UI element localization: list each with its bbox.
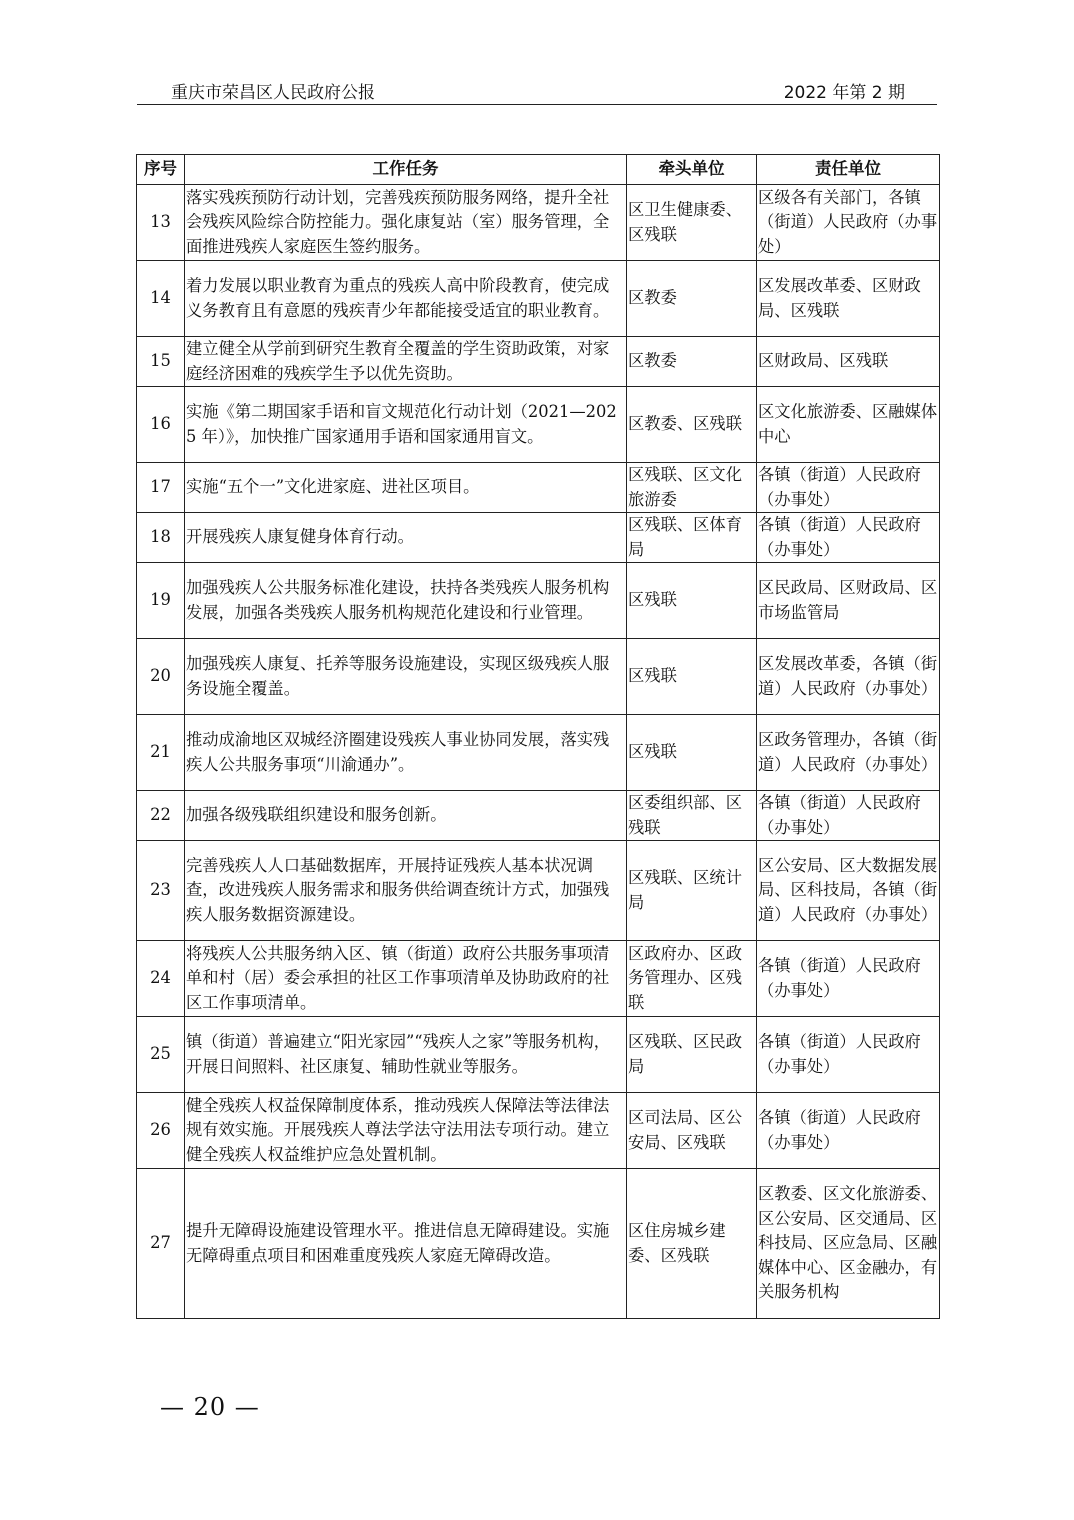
table-body xyxy=(137,185,940,1319)
row-task: 健全残疾人权益保障制度体系，推动残疾人保障法等法律法规有效实施。开展残疾人尊法学法守法用法专项行动。建立健全残疾人权益维护应急处置机制。 xyxy=(185,1093,627,1169)
table-row xyxy=(137,941,940,1017)
row-seq: 13 xyxy=(137,185,185,261)
row-resp: 各镇（街道）人民政府（办事处） xyxy=(757,463,940,513)
table-row xyxy=(137,337,940,387)
column-header-task: 工作任务 xyxy=(185,155,627,185)
row-lead: 区残联 xyxy=(627,563,757,639)
row-seq: 27 xyxy=(137,1169,185,1319)
row-resp: 各镇（街道）人民政府（办事处） xyxy=(757,513,940,563)
row-task: 加强残疾人公共服务标准化建设，扶持各类残疾人服务机构发展，加强各类残疾人服务机构规范化建设和行业管理。 xyxy=(185,563,627,639)
row-lead: 区委组织部、区残联 xyxy=(627,791,757,841)
row-seq: 26 xyxy=(137,1093,185,1169)
table-row xyxy=(137,1169,940,1319)
row-lead: 区卫生健康委、区残联 xyxy=(627,185,757,261)
row-task: 镇（街道）普遍建立“阳光家园”“残疾人之家”等服务机构，开展日间照料、社区康复、辅助性就业等服务。 xyxy=(185,1017,627,1093)
row-task: 实施《第二期国家手语和盲文规范化行动计划（2021—2025 年）》，加快推广国家通用手语和国家通用盲文。 xyxy=(185,387,627,463)
page-header xyxy=(137,78,937,105)
table-row xyxy=(137,1017,940,1093)
row-task: 开展残疾人康复健身体育行动。 xyxy=(185,513,627,563)
row-task: 推动成渝地区双城经济圈建设残疾人事业协同发展，落实残疾人公共服务事项“川渝通办”。 xyxy=(185,715,627,791)
row-resp: 区发展改革委、区财政局、区残联 xyxy=(757,261,940,337)
table-row xyxy=(137,185,940,261)
table-row xyxy=(137,563,940,639)
row-task: 实施“五个一”文化进家庭、进社区项目。 xyxy=(185,463,627,513)
row-resp: 各镇（街道）人民政府（办事处） xyxy=(757,941,940,1017)
row-resp: 区文化旅游委、区融媒体中心 xyxy=(757,387,940,463)
table-row xyxy=(137,791,940,841)
table-row xyxy=(137,387,940,463)
row-task: 着力发展以职业教育为重点的残疾人高中阶段教育，使完成义务教育且有意愿的残疾青少年都能接受适宜的职业教育。 xyxy=(185,261,627,337)
row-task: 建立健全从学前到研究生教育全覆盖的学生资助政策，对家庭经济困难的残疾学生予以优先资助。 xyxy=(185,337,627,387)
row-resp: 各镇（街道）人民政府（办事处） xyxy=(757,1093,940,1169)
row-lead: 区教委 xyxy=(627,337,757,387)
row-lead: 区残联 xyxy=(627,715,757,791)
table-row xyxy=(137,261,940,337)
row-seq: 14 xyxy=(137,261,185,337)
table-row xyxy=(137,639,940,715)
row-task: 落实残疾预防行动计划，完善残疾预防服务网络，提升全社会残疾风险综合防控能力。强化康复站（室）服务管理，全面推进残疾人家庭医生签约服务。 xyxy=(185,185,627,261)
table-row xyxy=(137,1093,940,1169)
issue-number: 2022 年第 2 期 xyxy=(783,83,905,103)
row-lead: 区残联、区民政局 xyxy=(627,1017,757,1093)
row-task: 提升无障碍设施建设管理水平。推进信息无障碍建设。实施无障碍重点项目和困难重度残疾人家庭无障碍改造。 xyxy=(185,1169,627,1319)
column-header-seq: 序号 xyxy=(137,155,185,185)
row-seq: 20 xyxy=(137,639,185,715)
row-resp: 各镇（街道）人民政府（办事处） xyxy=(757,791,940,841)
column-header-resp: 责任单位 xyxy=(757,155,940,185)
column-header-lead: 牵头单位 xyxy=(627,155,757,185)
table-row xyxy=(137,715,940,791)
row-lead: 区政府办、区政务管理办、区残联 xyxy=(627,941,757,1017)
row-resp: 区公安局、区大数据发展局、区科技局，各镇（街道）人民政府（办事处） xyxy=(757,841,940,941)
row-resp: 区财政局、区残联 xyxy=(757,337,940,387)
row-resp: 区教委、区文化旅游委、区公安局、区交通局、区科技局、区应急局、区融媒体中心、区金融办，有关服务机构 xyxy=(757,1169,940,1319)
row-lead: 区残联、区统计局 xyxy=(627,841,757,941)
row-seq: 25 xyxy=(137,1017,185,1093)
row-resp: 区发展改革委，各镇（街道）人民政府（办事处） xyxy=(757,639,940,715)
row-lead: 区司法局、区公安局、区残联 xyxy=(627,1093,757,1169)
row-seq: 21 xyxy=(137,715,185,791)
publication-title: 重庆市荣昌区人民政府公报 xyxy=(171,83,375,103)
table-header-row xyxy=(137,155,940,185)
row-lead: 区残联、区文化旅游委 xyxy=(627,463,757,513)
row-lead: 区住房城乡建委、区残联 xyxy=(627,1169,757,1319)
row-task: 加强残疾人康复、托养等服务设施建设，实现区级残疾人服务设施全覆盖。 xyxy=(185,639,627,715)
table-row xyxy=(137,513,940,563)
page-number: — 20 — xyxy=(160,1393,260,1421)
row-lead: 区残联、区体育局 xyxy=(627,513,757,563)
row-seq: 18 xyxy=(137,513,185,563)
row-seq: 15 xyxy=(137,337,185,387)
row-task: 完善残疾人人口基础数据库，开展持证残疾人基本状况调查，改进残疾人服务需求和服务供给调查统计方式，加强残疾人服务数据资源建设。 xyxy=(185,841,627,941)
row-resp: 各镇（街道）人民政府（办事处） xyxy=(757,1017,940,1093)
row-resp: 区民政局、区财政局、区市场监管局 xyxy=(757,563,940,639)
task-table xyxy=(136,154,940,1319)
row-lead: 区残联 xyxy=(627,639,757,715)
table-row xyxy=(137,841,940,941)
row-seq: 19 xyxy=(137,563,185,639)
row-seq: 24 xyxy=(137,941,185,1017)
row-lead: 区教委、区残联 xyxy=(627,387,757,463)
row-seq: 16 xyxy=(137,387,185,463)
row-seq: 17 xyxy=(137,463,185,513)
table-row xyxy=(137,463,940,513)
row-seq: 23 xyxy=(137,841,185,941)
row-resp: 区级各有关部门，各镇（街道）人民政府（办事处） xyxy=(757,185,940,261)
row-resp: 区政务管理办，各镇（街道）人民政府（办事处） xyxy=(757,715,940,791)
row-task: 将残疾人公共服务纳入区、镇（街道）政府公共服务事项清单和村（居）委会承担的社区工作事项清单及协助政府的社区工作事项清单。 xyxy=(185,941,627,1017)
row-lead: 区教委 xyxy=(627,261,757,337)
row-task: 加强各级残联组织建设和服务创新。 xyxy=(185,791,627,841)
row-seq: 22 xyxy=(137,791,185,841)
